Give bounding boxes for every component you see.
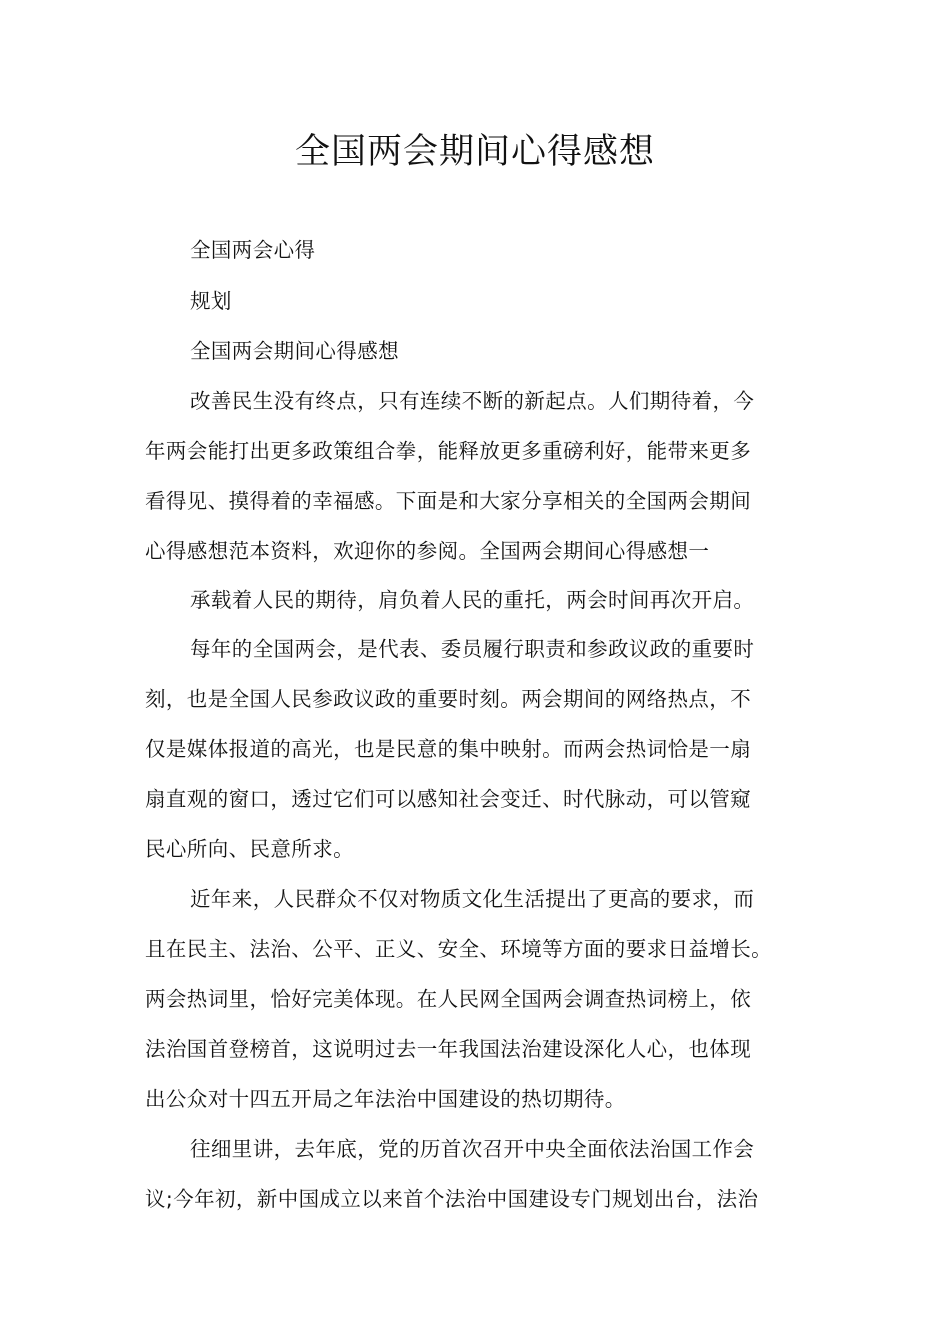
paragraph-line: 心得感想范本资料，欢迎你的参阅。全国两会期间心得感想一 — [145, 539, 710, 563]
paragraph-line: 看得见、摸得着的幸福感。下面是和大家分享相关的全国两会期间 — [145, 489, 752, 513]
paragraph-line: 且在民主、法治、公平、正义、安全、环境等方面的要求日益增长。 — [145, 937, 772, 961]
paragraph-line: 近年来，人民群众不仅对物质文化生活提出了更高的要求，而 — [190, 887, 755, 911]
paragraph-line: 往细里讲，去年底，党的历首次召开中央全面依法治国工作会 — [190, 1137, 755, 1161]
paragraph-line: 承载着人民的期待，肩负着人民的重托，两会时间再次开启。 — [190, 588, 755, 612]
paragraph-line: 全国两会期间心得感想 — [190, 339, 399, 363]
paragraph-line: 议;今年初，新中国成立以来首个法治中国建设专门规划出台，法治 — [145, 1187, 759, 1211]
paragraph-line: 两会热词里，恰好完美体现。在人民网全国两会调查热词榜上，依 — [145, 987, 752, 1011]
paragraph-line: 每年的全国两会，是代表、委员履行职责和参政议政的重要时 — [190, 637, 755, 661]
paragraph-line: 规划 — [190, 289, 232, 313]
paragraph-line: 扇直观的窗口，透过它们可以感知社会变迁、时代脉动，可以管窥 — [145, 787, 752, 811]
paragraph-line: 全国两会心得 — [190, 238, 316, 262]
paragraph-line: 出公众对十四五开局之年法治中国建设的热切期待。 — [145, 1087, 626, 1111]
document-title: 全国两会期间心得感想 — [294, 132, 655, 172]
paragraph-line: 改善民生没有终点，只有连续不断的新起点。人们期待着，今 — [190, 389, 755, 413]
paragraph-line: 法治国首登榜首，这说明过去一年我国法治建设深化人心，也体现 — [145, 1037, 752, 1061]
paragraph-line: 仅是媒体报道的高光，也是民意的集中映射。而两会热词恰是一扇 — [145, 737, 752, 761]
paragraph-line: 年两会能打出更多政策组合拳，能释放更多重磅利好，能带来更多 — [145, 439, 752, 463]
paragraph-line: 刻，也是全国人民参政议政的重要时刻。两会期间的网络热点，不 — [145, 687, 752, 711]
paragraph-line: 民心所向、民意所求。 — [145, 837, 354, 861]
